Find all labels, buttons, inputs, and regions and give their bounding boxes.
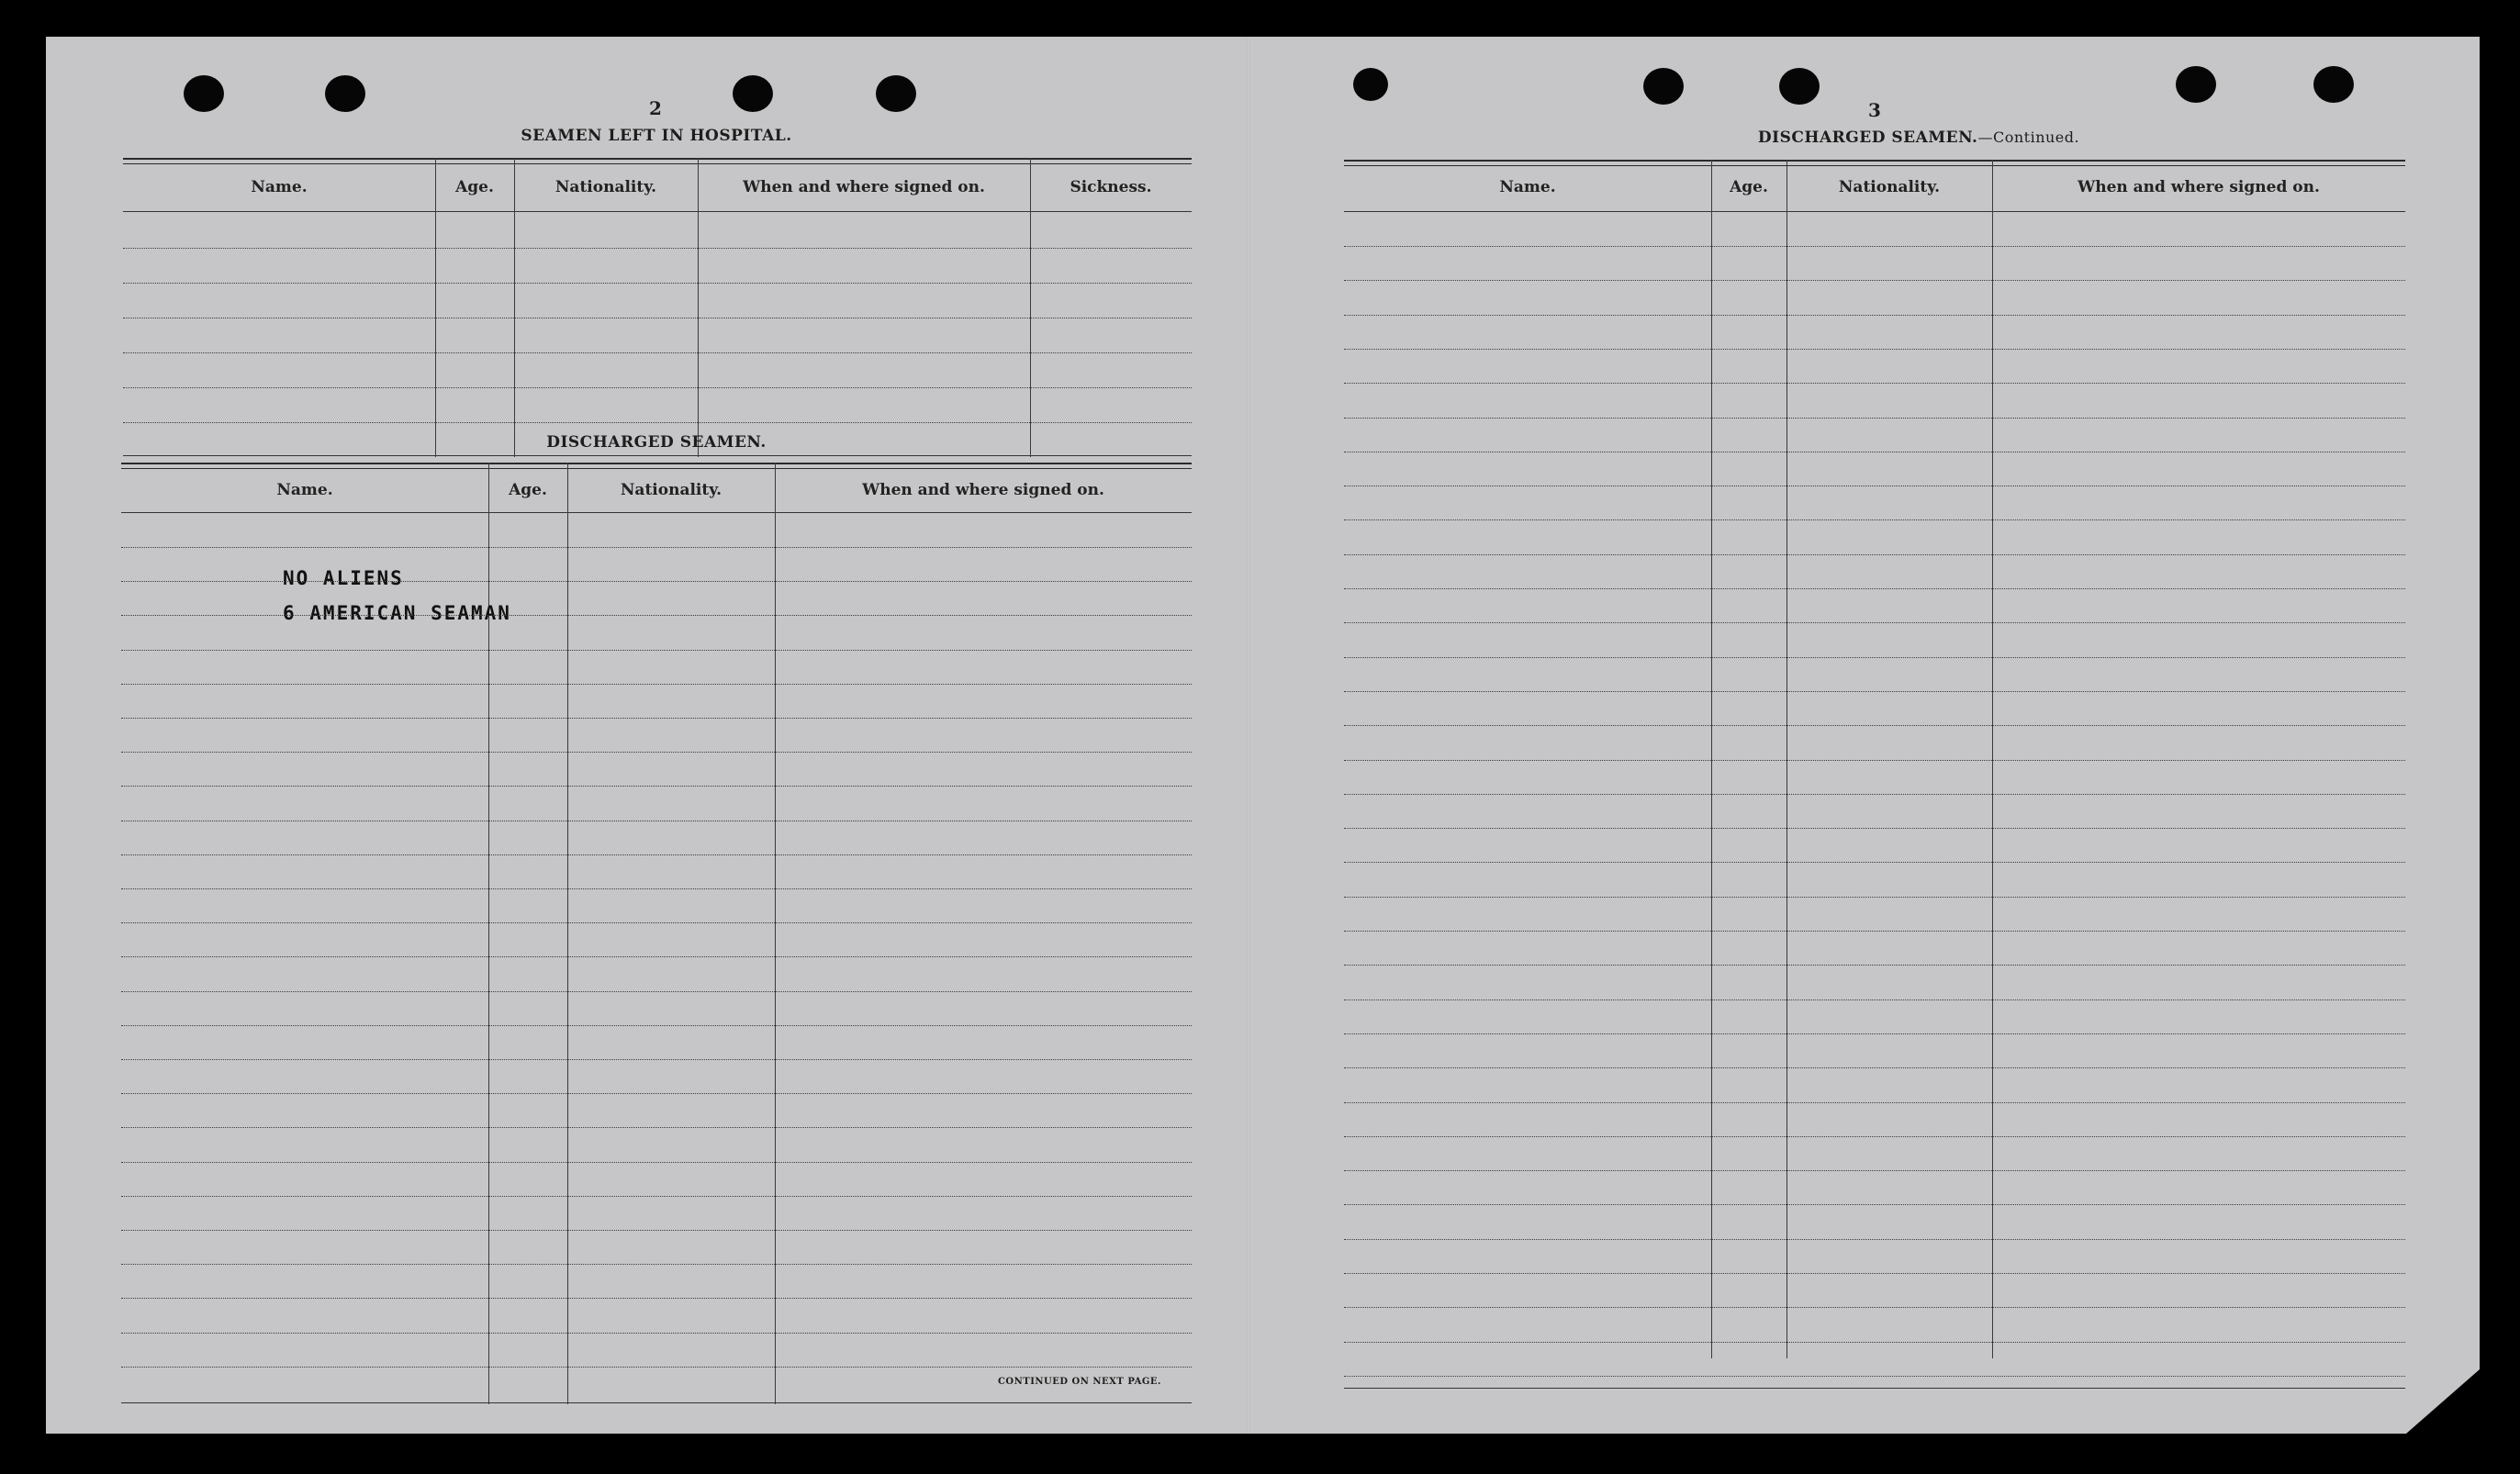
entry-line bbox=[121, 922, 1192, 923]
entry-line bbox=[1344, 246, 2405, 247]
header-rule bbox=[1344, 211, 2405, 212]
entry-line bbox=[121, 547, 1192, 548]
entry-line bbox=[123, 248, 1192, 249]
entry-line bbox=[121, 684, 1192, 685]
entry-line bbox=[123, 352, 1192, 353]
column-header-age: Age. bbox=[509, 481, 547, 499]
column-divider bbox=[698, 158, 699, 457]
typed-entry: 6 AMERICAN SEAMAN bbox=[283, 602, 511, 624]
entry-line bbox=[1344, 1204, 2405, 1205]
column-header-nationality: Nationality. bbox=[554, 178, 657, 196]
column-header-signed-on: When and where signed on. bbox=[2078, 178, 2320, 196]
entry-line bbox=[1344, 588, 2405, 589]
entry-line bbox=[121, 1059, 1192, 1060]
entry-line bbox=[1344, 897, 2405, 898]
entry-line bbox=[121, 1093, 1192, 1094]
punch-hole bbox=[325, 75, 365, 112]
entry-line bbox=[1344, 1033, 2405, 1034]
section-title-discharged: DISCHARGED SEAMEN. bbox=[546, 433, 767, 452]
entry-line bbox=[1344, 315, 2405, 316]
entry-line bbox=[1344, 725, 2405, 726]
entry-line bbox=[121, 888, 1192, 889]
entry-line bbox=[121, 615, 1192, 616]
column-header-age: Age. bbox=[455, 178, 494, 196]
entry-line bbox=[123, 387, 1192, 388]
top-rule bbox=[121, 463, 1192, 469]
column-divider bbox=[435, 158, 436, 457]
punch-hole bbox=[2176, 66, 2216, 103]
entry-line bbox=[121, 1333, 1192, 1334]
entry-line bbox=[1344, 519, 2405, 520]
torn-corner bbox=[2406, 1369, 2480, 1434]
ledger-sheet bbox=[46, 37, 2480, 1434]
entry-line bbox=[121, 650, 1192, 651]
entry-line bbox=[1344, 794, 2405, 795]
entry-line bbox=[1344, 862, 2405, 863]
column-divider bbox=[514, 158, 515, 457]
entry-line bbox=[1344, 760, 2405, 761]
entry-line bbox=[121, 1298, 1192, 1299]
entry-line bbox=[1344, 1102, 2405, 1103]
entry-line bbox=[1344, 1376, 2405, 1377]
page-fold bbox=[1247, 37, 1249, 1434]
column-header-name: Name. bbox=[1499, 178, 1556, 196]
entry-line bbox=[1344, 1170, 2405, 1171]
entry-line bbox=[1344, 999, 2405, 1000]
section-title-suffix: —Continued. bbox=[1977, 128, 2080, 146]
page-number: 2 bbox=[649, 97, 662, 119]
punch-hole bbox=[733, 75, 773, 112]
continued-note: CONTINUED ON NEXT PAGE. bbox=[997, 1377, 1162, 1387]
punch-hole bbox=[184, 75, 224, 112]
column-divider bbox=[1030, 158, 1031, 457]
entry-line bbox=[121, 1367, 1192, 1368]
punch-hole bbox=[2313, 66, 2354, 103]
punch-hole bbox=[1353, 68, 1388, 101]
column-divider bbox=[775, 463, 776, 1404]
entry-line bbox=[121, 1162, 1192, 1163]
entry-line bbox=[121, 752, 1192, 753]
header-rule bbox=[121, 512, 1192, 513]
entry-line bbox=[1344, 1067, 2405, 1068]
entry-line bbox=[121, 786, 1192, 787]
entry-line bbox=[1344, 622, 2405, 623]
column-header-signed-on: When and where signed on. bbox=[743, 178, 985, 196]
entry-line bbox=[1344, 657, 2405, 658]
entry-line bbox=[1344, 965, 2405, 966]
section-title-hospital: SEAMEN LEFT IN HOSPITAL. bbox=[521, 127, 792, 145]
entry-line bbox=[1344, 1342, 2405, 1343]
section-title-discharged-continued bbox=[1662, 128, 2176, 147]
typed-entry: NO ALIENS bbox=[283, 567, 404, 589]
punch-hole bbox=[1779, 68, 1820, 105]
column-header-sickness: Sickness. bbox=[1070, 178, 1152, 196]
entry-line bbox=[123, 422, 1192, 423]
entry-line bbox=[1344, 349, 2405, 350]
column-header-name: Name. bbox=[276, 481, 333, 499]
bottom-rule bbox=[1344, 1388, 2405, 1389]
bottom-rule bbox=[123, 455, 1192, 456]
column-header-age: Age. bbox=[1730, 178, 1768, 196]
entry-line bbox=[1344, 280, 2405, 281]
entry-line bbox=[1344, 1307, 2405, 1308]
entry-line bbox=[1344, 554, 2405, 555]
entry-line bbox=[1344, 1273, 2405, 1274]
entry-line bbox=[1344, 1136, 2405, 1137]
entry-line bbox=[121, 1127, 1192, 1128]
entry-line bbox=[121, 718, 1192, 719]
entry-line bbox=[121, 1025, 1192, 1026]
section-title-text: DISCHARGED SEAMEN. bbox=[1757, 128, 1978, 147]
column-header-signed-on: When and where signed on. bbox=[862, 481, 1104, 499]
entry-line bbox=[121, 1196, 1192, 1197]
entry-line bbox=[121, 1264, 1192, 1265]
punch-hole bbox=[1643, 68, 1684, 105]
entry-line bbox=[121, 854, 1192, 855]
column-header-nationality: Nationality. bbox=[1838, 178, 1941, 196]
entry-line bbox=[1344, 828, 2405, 829]
top-rule bbox=[1344, 160, 2405, 166]
entry-line bbox=[1344, 691, 2405, 692]
entry-line bbox=[1344, 418, 2405, 419]
discharged-continued-table bbox=[1344, 160, 2405, 1395]
discharged-table bbox=[121, 463, 1192, 1408]
entry-line bbox=[1344, 1239, 2405, 1240]
entry-line bbox=[121, 956, 1192, 957]
hospital-table bbox=[123, 158, 1192, 461]
header-rule bbox=[123, 211, 1192, 212]
column-header-name: Name. bbox=[251, 178, 308, 196]
entry-line bbox=[1344, 383, 2405, 384]
entry-line bbox=[123, 283, 1192, 284]
entry-line bbox=[1344, 931, 2405, 932]
bottom-rule bbox=[121, 1402, 1192, 1403]
punch-hole bbox=[876, 75, 916, 112]
page-number: 3 bbox=[1868, 99, 1881, 121]
entry-line bbox=[121, 581, 1192, 582]
top-rule bbox=[123, 158, 1192, 164]
column-header-nationality: Nationality. bbox=[620, 481, 722, 499]
entry-line bbox=[121, 991, 1192, 992]
entry-line bbox=[121, 1230, 1192, 1231]
column-divider bbox=[567, 463, 568, 1404]
